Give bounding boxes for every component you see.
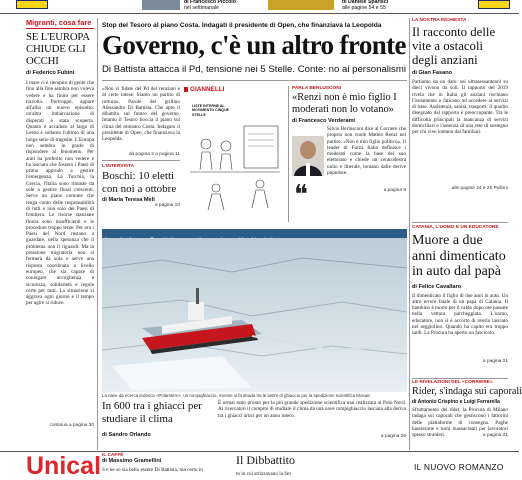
main-sub-rule (102, 160, 180, 161)
left-kicker: Migranti, cosa fare (26, 18, 92, 27)
catania-box (412, 225, 508, 375)
rider-byline: di Antonio Crispino e Luigi Ferrarella (412, 399, 500, 405)
right-pageref: alle pagine 24 e 25 Pulloni (451, 186, 508, 191)
left-kicker-rule (26, 28, 94, 29)
main-pageref: da pagina 2 a pagina 11 (128, 152, 180, 157)
main-sub-pageref: a pagina 10 (154, 203, 180, 208)
top-right-promo-box (478, 0, 510, 9)
top-rule (0, 13, 519, 14)
top-strip (0, 0, 519, 12)
catania-pageref: a pagina 21 (482, 358, 508, 364)
rider-kicker: LE RIVELAZIONI DEL «CORRIERE» (412, 380, 493, 385)
top-right-promo-sub: alle pagine 54 e 55 (342, 4, 386, 11)
photo-caption: La nave da ricerca tedesca «Polarstern», un rompighiaccio, mentre si fa strada tra le lastre di ghiaccio per la spedizione scientifica Mosaic (102, 393, 371, 398)
caffe-text: S e ne so sia bello essere Di Battista, ma certo in (102, 467, 203, 473)
cartoon-label-marker (184, 87, 188, 92)
unical-logo: Unical (26, 452, 102, 480)
caffe-byline: di Massimo Gramellini (102, 458, 162, 464)
left-column (26, 18, 94, 450)
top-right-promo-name: di Daniele Sparisci (342, 0, 389, 5)
quote-mark-icon: ❝ (294, 180, 308, 209)
cartoon-box (184, 86, 286, 226)
interview-portrait (292, 136, 324, 176)
rider-pageref: a pagina 21 (482, 433, 508, 438)
main-body: «Non vi fidate del Pd dei renziani e di certe intese. Siamo un partito di rottura». Parole del grillino Alessandro Di Battista. Che apre il dibattito sul futuro del governo. Intanto il Tesoro boccia il piano sul clima del ministro Costa. Indagato il presidente di Open, che finanziava la Leopolda. (102, 86, 180, 143)
main-subhead: Di Battista attacca il Pd, tensione nei 5 Stelle. Conte: no ai personalismi (102, 64, 406, 75)
main-headline-rule (102, 80, 407, 81)
left-continue: continua a pagina 30 (49, 423, 94, 428)
polar-headline: In 600 tra i ghiacci per studiare il clima (102, 400, 202, 425)
dibattito-text: to in cui strizzavano la fan (236, 471, 291, 477)
interview-kicker: PARLA BERLUSCONI (292, 86, 342, 91)
top-right-promo-image (268, 0, 334, 10)
left-headline: SE L'EUROPA CHIUDE GLI OCCHI (26, 31, 90, 67)
catania-body: Il dimenticato il figlio di due anni in auto. Un altro errore fatale di un papà di Catania. Il bambino è morto per il caldo dopo ore passate nella vettura parcheggiata. L'uomo, educatore, non si è accorto di averlo lasciato nel seggiolino. Quando ha capito era troppo tardi. La Procura ha aperto un fascicolo. (412, 292, 508, 337)
top-left-promo-image (142, 0, 180, 10)
top-left-promo-sub: nel settimanale (184, 4, 219, 11)
dibattito-title: Il Dibbattito (236, 453, 295, 467)
main-overline: Stop del Tesoro al piano Costa. Indagati il presidente di Open, che finanziava la Leopolda (102, 22, 382, 29)
main-headline: Governo, c'è un altro fronte (102, 30, 406, 60)
interview-headline: «Renzi non è mio figlio I moderati non lo votano» (292, 92, 397, 115)
main-sub-kicker: L'INTERVISTA (102, 164, 135, 169)
rider-box (412, 380, 522, 450)
interview-byline: di Francesco Verderami (292, 118, 356, 124)
catania-kicker: CATANIA, L'UOMO E UN EDUCATORE (412, 225, 499, 230)
rider-headline: Rider, s'indaga sui caporali (412, 386, 522, 397)
dibattito-box (236, 453, 406, 480)
polar-body: È ormai tutto pronto per la più grande spedizione scientifica mai realizzata al Polo Nord. Ai ricercatori il compito di studiare il clima da una nave rompighiaccio lasciata alla deriva tra i ghiacci artici per un anno intero. (218, 400, 406, 419)
right-column (412, 18, 508, 218)
novel-title: IL NUOVO ROMANZO (414, 462, 504, 472)
interview-body: Silvio Berlusconi dice al Corriere che proprio non vuole Matteo Renzi nel partito. «Non è mio figlio politico». Il leader di Forza Italia definisce i moderati come la base del suo elettorato e chiede un centrodestra unito e liberale, lontano dalle derive populiste. (327, 126, 406, 177)
interview-box (292, 86, 406, 226)
cartoon-caption: LISTE INTERNE AL MOVIMENTO CINQUE STELLE (192, 104, 230, 117)
right-byline: di Gian Fasano (412, 70, 453, 76)
cartoon-label: GIANNELLI (190, 86, 225, 93)
right-kicker: LA NOSTRA INCHIESTA (412, 18, 467, 23)
photo-header (102, 229, 407, 238)
catania-rule (412, 378, 508, 379)
caffe-kicker: IL CAFFÈ (102, 453, 124, 458)
interview-pageref: a pagina 9 (383, 188, 406, 193)
polar-pageref: a pagina 28 (380, 434, 406, 439)
left-byline: di Federico Fubini (26, 70, 75, 76)
caffe-box (102, 453, 228, 480)
right-headline: Il racconto delle vite a ostacoli degli anziani (412, 25, 496, 67)
top-right-promo-text (342, 0, 388, 11)
catania-byline: di Felice Cavallaro (412, 283, 462, 290)
main-sub-headline: Boschi: 10 eletti con noi a ottobre (102, 170, 177, 195)
rider-body: Sfruttamento dei rider, la Procura di Milano indaga sui caporali che gestiscono i fattorini delle piattaforme di consegna. Paghe bassissime e turni massacranti per lavoratori spesso stranieri. (412, 407, 508, 439)
left-body: I mare ci è riempito di gente che fino alla fine sembra non voleva vedere e ha finito per essere travolto. Purtroppo, appare all'alba un nuovo episodio: un'altra imbarcazione di disperati è stata scoperta. Quanto è accaduto al largo di Lesbo è soltanto l'ultimo di una lunga serie di tragedie. L'Europa non sembra in grado di rispondere al fenomeno. Per anni ha preferito non vedere e ha lasciato che fossero i Paesi di primo approdo a gestire l'emergenza. La Turchia, la Grecia, l'Italia sono rimaste da sole a gestire flussi crescenti. Serve un piano comune che tenga conto delle responsabilità di tutti e non solo dei Paesi di frontiera. Le risorse stanziate finora sono insufficienti e le procedure troppo lente. Per ora i Paesi del Nord restano a guardare, nella speranza che il problema non li riguardi. Ma la pressione migratoria non si fermerà da sola e serve una risposta coordinata a livello europeo, che sia capace di coniugare accoglienza e sicurezza, solidarietà e regole certe per tutti. La situazione si aggrava ogni giorno e il tempo per agire si riduce. (26, 80, 94, 307)
top-left-promo-text (184, 0, 236, 11)
top-left-promo-box (16, 0, 48, 9)
left-column-divider (97, 18, 98, 450)
right-body: Partiamo da un dato: sei ultrasessantenni su dieci vivono da soli. Il rapporto del 2019 rivela che in Italia gli anziani rischiano l'isolamento e faticano ad accedere ai servizi di base. Assistenza, sanità, trasporti: il quadro disegnato dal rapporto è preoccupante. Tra le difficoltà principali la mancanza di servizi domiciliari e l'assenza di una rete di sostegno per chi vive lontano dai familiari. (412, 79, 508, 136)
right-column-rule (412, 222, 508, 223)
main-sub-byline: di Maria Teresa Meli (102, 197, 155, 203)
polar-byline: di Sandro Orlando (102, 432, 151, 438)
polarstern-photo (102, 238, 407, 392)
top-left-promo-name: di Francesco Piccolo (184, 0, 236, 5)
main-body-column (102, 86, 180, 226)
right-column-divider (409, 18, 410, 450)
cartoon-divider (288, 86, 289, 222)
catania-headline: Muore a due anni dimenticato in auto dal papà (412, 233, 506, 279)
